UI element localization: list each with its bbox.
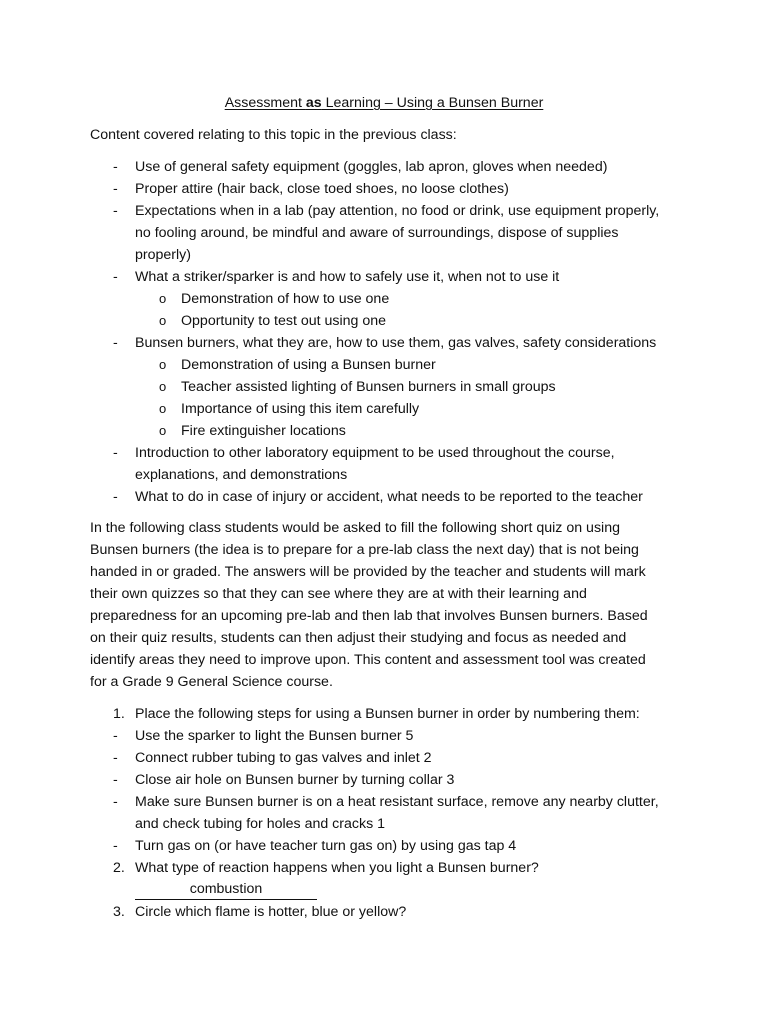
- paragraph-line: their own quizzes so that they can see where they are at with their learning and: [90, 586, 587, 602]
- quiz-item-text: Use the sparker to light the Bunsen burner 5: [135, 728, 414, 744]
- content-item-marker: o: [159, 313, 167, 328]
- content-item-text: What to do in case of injury or accident, what needs to be reported to the teacher: [135, 489, 643, 505]
- title-part-1: Assessment: [224, 95, 306, 111]
- quiz-item-marker: -: [113, 750, 118, 766]
- description-paragraph: [90, 517, 675, 693]
- quiz-item-text: Turn gas on (or have teacher turn gas on) by using gas tap 4: [135, 838, 517, 854]
- quiz-item-text: Circle which flame is hotter, blue or yellow?: [135, 904, 407, 920]
- quiz-item-text: and check tubing for holes and cracks 1: [135, 816, 386, 832]
- quiz-item-marker: 3.: [113, 904, 125, 920]
- content-item-marker: o: [159, 379, 167, 394]
- paragraph-line: handed in or graded. The answers will be provided by the teacher and students will mark: [90, 564, 646, 580]
- paragraph-line: preparedness for an upcoming pre-lab and then lab that involves Bunsen burners. Based: [90, 608, 648, 624]
- quiz-item-text: Close air hole on Bunsen burner by turning collar 3: [135, 772, 455, 788]
- content-item-marker: o: [159, 401, 167, 416]
- content-item-text: Introduction to other laboratory equipment to be used throughout the course,: [135, 445, 615, 461]
- content-item-marker: -: [113, 489, 118, 505]
- content-item-marker: -: [113, 203, 118, 219]
- title-part-2: Learning – Using a Bunsen Burner: [321, 95, 544, 111]
- paragraph-line: identify areas they need to improve upon. This content and assessment tool was created: [90, 652, 646, 668]
- content-item-text: Use of general safety equipment (goggles, lab apron, gloves when needed): [135, 159, 608, 175]
- intro-text: Content covered relating to this topic in the previous class:: [90, 127, 457, 143]
- content-item-text: Bunsen burners, what they are, how to use them, gas valves, safety considerations: [135, 335, 657, 351]
- quiz-item-marker: -: [113, 728, 118, 744]
- paragraph-line: Bunsen burners (the idea is to prepare for a pre-lab class the next day) that is not being: [90, 542, 639, 558]
- content-item-text: Demonstration of using a Bunsen burner: [181, 357, 436, 373]
- content-item-marker: o: [159, 291, 167, 306]
- quiz-item-marker: -: [113, 794, 118, 810]
- quiz-item-marker: -: [113, 838, 118, 854]
- quiz-item-marker: -: [113, 772, 118, 788]
- content-item-marker: -: [113, 181, 118, 197]
- content-item-text: Opportunity to test out using one: [181, 313, 387, 329]
- quiz-item-text: What type of reaction happens when you light a Bunsen burner?: [135, 860, 539, 876]
- quiz-item-text: Make sure Bunsen burner is on a heat resistant surface, remove any nearby clutter,: [135, 794, 659, 810]
- document-title: [0, 92, 768, 114]
- answer-blank: combustion: [135, 879, 317, 900]
- content-item-marker: -: [113, 445, 118, 461]
- paragraph-line: for a Grade 9 General Science course.: [90, 674, 333, 690]
- content-item-marker: -: [113, 159, 118, 175]
- content-item-text: Expectations when in a lab (pay attention, no food or drink, use equipment properly,: [135, 203, 660, 219]
- content-item-text: Importance of using this item carefully: [181, 401, 420, 417]
- quiz-item-marker: 2.: [113, 860, 125, 876]
- content-item-marker: -: [113, 269, 118, 285]
- content-item-marker: o: [159, 423, 167, 438]
- content-item-text: properly): [135, 247, 191, 263]
- content-item-marker: -: [113, 335, 118, 351]
- quiz-item-text: Place the following steps for using a Bunsen burner in order by numbering them:: [135, 706, 640, 722]
- content-item-marker: o: [159, 357, 167, 372]
- content-item-text: Proper attire (hair back, close toed shoes, no loose clothes): [135, 181, 509, 197]
- paragraph-line: In the following class students would be asked to fill the following short quiz on using: [90, 520, 620, 536]
- content-item-text: Demonstration of how to use one: [181, 291, 390, 307]
- paragraph-line: on their quiz results, students can then adjust their studying and focus as needed and: [90, 630, 627, 646]
- title-bold-word: as: [305, 95, 322, 111]
- content-item-text: Fire extinguisher locations: [181, 423, 346, 439]
- quiz-item-marker: 1.: [113, 706, 125, 722]
- content-item-text: What a striker/sparker is and how to safely use it, when not to use it: [135, 269, 560, 285]
- content-item-text: Teacher assisted lighting of Bunsen burners in small groups: [181, 379, 556, 395]
- content-item-text: no fooling around, be mindful and aware of surroundings, dispose of supplies: [135, 225, 619, 241]
- content-item-text: explanations, and demonstrations: [135, 467, 348, 483]
- quiz-item-text: Connect rubber tubing to gas valves and inlet 2: [135, 750, 432, 766]
